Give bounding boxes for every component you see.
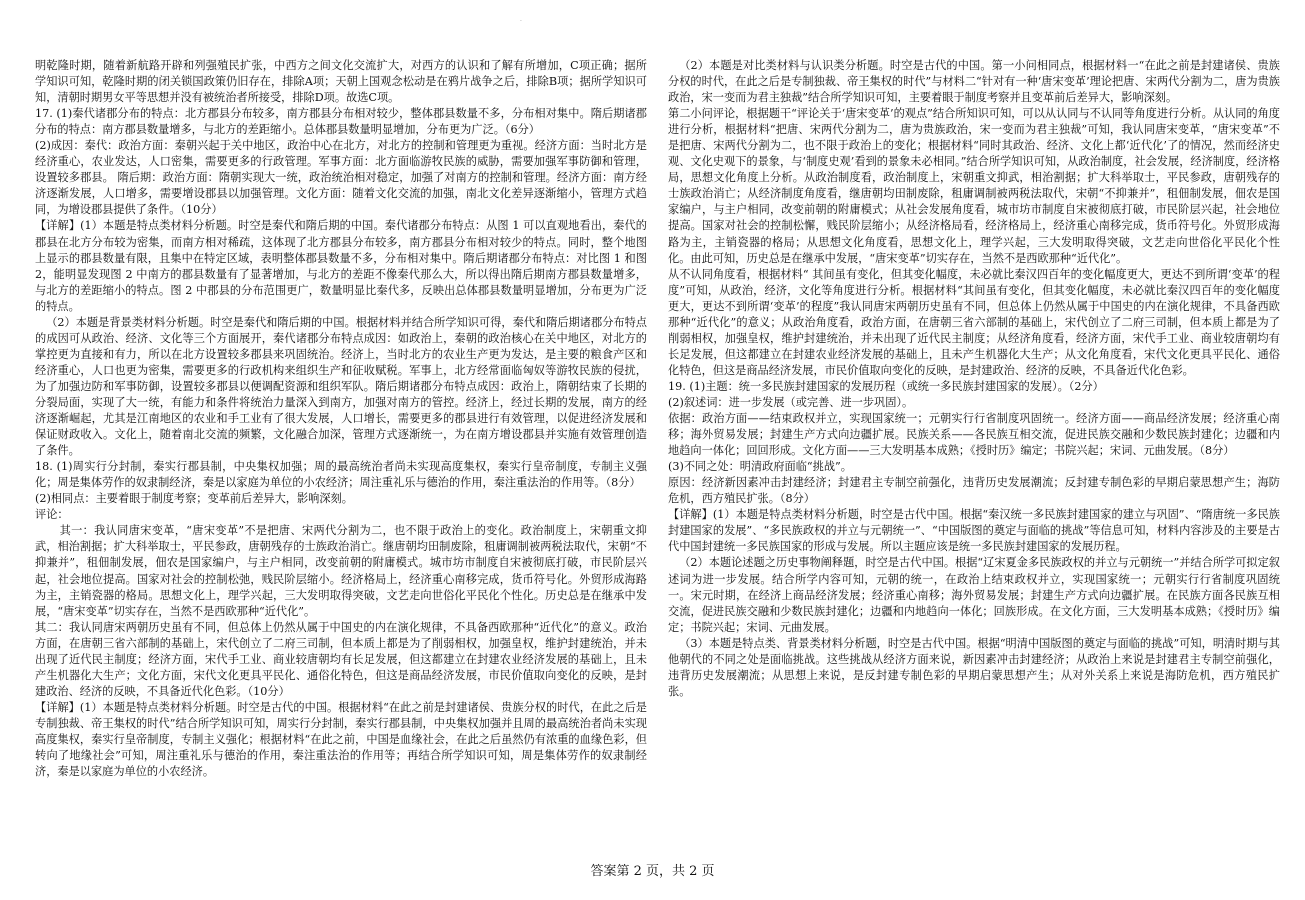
paragraph: 其一：我认同唐宋变革，“唐宋变革”不是把唐、宋两代分割为二，也不限于政治上的变化。政治制度上，宋朝重文抑武，相治割据；扩大科举取士，平民参政，唐朝残存的士族政治消亡。继唐朝均田制废除，租庸调制被两税法取代，宋朝“不抑兼并”，租佃制发展，佃农是国家编户，与主户相同，改变前朝的附庸模式。城市坊市制度自宋被彻底打破，市民阶层兴起，社会地位提高。国家对社会的控制松弛，贱民阶层缩小。经济格局上，经济重心南移完成，货币符号化。外贸形成海路为主，主销瓷器的格局。思想文化上，理学兴起，三大发明取得突破，文艺走向世俗化平民化个性化。历史总是在继承中发展，“唐宋变革”切实存在，当然不是西欧那种“近代化”。 bbox=[35, 524, 647, 618]
paragraph: 明乾隆时期，随着新航路开辟和列强殖民扩张，中西方之间文化交流扩大，对西方的认识和了解有所增加，C项正确；据所学知识可知，乾隆时期的闭关锁国政策仍旧存在，排除A项；天朝上国观念松动是在鸦片战争之后，排除B项；据所学知识可知，清朝时期男女平等思想并没有被统治者所接受，排除D项。故选C项。 bbox=[35, 59, 647, 105]
paragraph: (3)不同之处：明清政府面临“挑战”。 bbox=[668, 460, 852, 474]
paragraph: 评论： bbox=[35, 508, 69, 522]
paragraph: 其二：我认同唐宋两朝历史虽有不同，但总体上仍然从属于中国史的内在演化规律，不具备西欧那种“近代化”的意义。政治方面，在唐朝三省六部制的基础上，宋代创立了二府三司制，但本质上都是为了削弱相权，加强皇权，维护封建统治，并未出现了近代民主制度；经济方面，宋代手工业、商业较唐朝均有长足发展，但这都建立在封建农业经济发展的基础上，且未产生机器化大生产；文化方面，宋代文化更具平民化、通俗化特色，但这是商品经济发展，市民价值取向变化的反映，是封建政治、经济的反映，不具备近代化色彩。（10分） bbox=[35, 620, 647, 698]
paragraph: （2）本题是背景类材料分析题。时空是秦代和隋后期的中国。根据材料并结合所学知识可得，秦代和隋后期诸郡分布特点的成因可从政治、经济、文化等三个方面展开，秦代诸郡分布特点成因：如政治上，秦朝的政治核心在关中地区，对北方的掌控更为直接和有力，所以在北方设置较多郡县来巩固统治。经济上，当时北方的农业生产更为发达，是主要的粮食产区和经济重心，人口也更为密集，需要更多的行政机构来组织生产和征收赋税。军事上，北方经常面临匈奴等游牧民族的侵扰，为了加强边防和军事防御，设置较多郡县以便调配资源和组织军队。隋后期诸郡分布特点成因：政治上，隋朝结束了长期的分裂局面，实现了大一统，有能力和条件将统治力量深入到南方，加强对南方的管控。经济上，经过长期的发展，南方的经济逐渐崛起，尤其是江南地区的农业和手工业有了很大发展，人口增长，需要更多的郡县进行有效管理，以促进经济发展和保证财政收入。文化上，随着南北交流的频繁，文化融合加深，管理方式逐渐统一，为在南方增设郡县并实施有效管理创造了条件。 bbox=[35, 315, 647, 458]
right-column bbox=[668, 58, 1280, 700]
paragraph: 17. (1)秦代诸郡分布的特点：北方郡县分布较多，南方郡县分布相对较少，整体郡县数量不多，分布相对集中。隋后期诸郡分布的特点：南方郡县数量增多，与北方的差距缩小。总体郡县数量明显增加，分布更为广泛。（6分） bbox=[35, 107, 647, 137]
paragraph: (2)相同点：主要着眼于制度考察；变革前后差异大，影响深刻。 bbox=[35, 492, 353, 506]
paragraph: 【详解】(1）本题是特点类材料分析题。时空是秦代和隋后期的中国。秦代诸郡分布特点：从图 1 可以直观地看出，秦代的郡县在北方分布较为密集，而南方相对稀疏，这体现了北方郡县分布较多，南方郡县分布相对较少的特点。同时，整个地图上显示的郡县数量有限，且集中在特定区域，表明整体郡县数量不多，分布相对集中。隋后期诸郡分布特点：对比图 1 和图 2，能明显发现图 2 中南方的郡县数量有了显著增加，与北方的差距不像秦代那么大，所以得出隋后期南方郡县数量增多，与北方的差距缩小的特点。图 2 中郡县的分布范围更广，数量明显比秦代多，反映出总体郡县数量明显增加，分布更为广泛的特点。 bbox=[35, 219, 647, 313]
paragraph: 从不认同角度看，根据材料“ 其间虽有变化，但其变化幅度，未必就比秦汉四百年的变化幅度更大，更达不到所谓‘变革’的程度”可知，从政治，经济，文化等角度进行分析。根据材料“其间虽有变化，但其变化幅度，未必就比秦汉四百年的变化幅度更大，更达不到所谓‘变革’的程度”我认同唐宋两朝历史虽有不同，但总体上仍然从属于中国史的内在演化规律，不具备西欧那种“近代化”的意义；从政治角度看，政治方面，在唐朝三省六部制的基础上，宋代创立了二府三司制，但本质上都是为了削弱相权，加强皇权，维护封建统治，并未出现了近代民主制度；从经济角度看，经济方面，宋代手工业、商业较唐朝均有长足发展，但这都建立在封建农业经济发展的基础上，且未产生机器化大生产；从文化角度看，宋代文化更具平民化、通俗化特色，但这是商品经济发展，市民价值取向变化的反映，是封建政治、经济的反映，不具备近代化色彩。 bbox=[668, 267, 1280, 377]
paragraph: 【详解】(1）本题是特点类材料分析题。时空是古代的中国。根据材料“在此之前是封建诸侯、贵族分权的时代，在此之后是专制独裁、帝王集权的时代”结合所学知识可知，周实行分封制，秦实行郡县制，中央集权加强并且周的最高统治者尚未实现高度集权，秦实行皇帝制度，专制主义强化；根据材料“在此之前，中国是血缘社会，在此之后虽然仍有浓重的血缘色彩，但转向了地缘社会”可知，周注重礼乐与德治的作用，秦注重法治的作用等；再结合所学知识可知，周是集体劳作的奴隶制经济，秦是以家庭为单位的小农经济。 bbox=[35, 700, 647, 779]
paragraph: 第二小问评论，根据题干“评论关于‘唐宋变革’的观点”结合所知识可知，可以从认同与不认同等角度进行分析。从认同的角度进行分析，根据材料“把唐、宋两代分割为二，唐为贵族政治，宋一变而为君主独裁”可知，我认同唐宋变革，“唐宋变革”不是把唐、宋两代分割为二，也不限于政治上的变化；根据材料“同时其政治、经济、文化上都‘近代化’了的情况，然而经济史观、文化史观下的景象，与‘制度史观’看到的景象未必相同。”结合所学知识可知，从政治制度，社会发展，经济制度，经济格局，思想文化角度上分析。从政治制度看，政治制度上，宋朝重文抑武，相治割据；扩大科举取士，平民参政，唐朝残存的士族政治消亡；从经济制度角度看，继唐朝均田制废除，租庸调制被两税法取代，宋朝“不抑兼并”，租佃制发展，佃农是国家编户，与主户相同，改变前朝的附庸模式；从社会发展角度看，城市坊市制度自宋被彻底打破，市民阶层兴起，社会地位提高。国家对社会的控制松懈，贱民阶层缩小；从经济格局看，经济格局上，经济重心南移完成，货币符号化。外贸形成海路为主，主销瓷器的格局；从思想文化角度看，思想文化上，理学兴起，三大发明取得突破，文艺走向世俗化平民化个性化。由此可知，历史总是在继承中发展，“唐宋变革”切实存在，当然不是西欧那种“近代化”。 bbox=[668, 107, 1280, 265]
paragraph: （3）本题是特点类、背景类材料分析题，时空是古代中国。根据“明清中国版图的奠定与面临的挑战”可知，明清时期与其他朝代的不同之处是面临挑战。这些挑战从经济方面来说，新因素冲击封建经济；从政治上来说是封建君主专制空前强化，违背历史发展潮流；从思想上来说，是反封建专制色彩的早期启蒙思想产生；从对外关系上来说是海防危机，西方殖民扩张。 bbox=[668, 636, 1280, 698]
paragraph: 【详解】(1）本题是特点类材料分析题，时空是古代中国。根据“秦汉统一多民族封建国家的建立与巩固”、“隋唐统一多民族封建国家的发展”、“多民族政权的并立与元朝统一”、“中国版图的奠定与面临的挑战”等信息可知，材料内容涉及的主要是古代中国封建统一多民族国家的形成与发展。所以主题应该是统一多民族封建国家的发展历程。 bbox=[668, 508, 1280, 554]
paragraph: 依据：政治方面——结束政权并立，实现国家统一；元朝实行行省制度巩固统一。经济方面——商品经济发展；经济重心南移；海外贸易发展；封建生产方式向边疆扩展。民族关系——各民族互相交流，促进民族交融和少数民族封建化；边疆和内地趋向一体化；回回形成。文化方面——三大发明基本成熟；《授时历》编定；书院兴起；宋词、元曲发展。（8分） bbox=[668, 412, 1280, 458]
page-footer: 答案第 2 页，共 2 页 bbox=[590, 864, 715, 879]
page-top-mark: · bbox=[520, 18, 522, 25]
paragraph: 原因：经济新因素冲击封建经济；封建君主专制空前强化，违背历史发展潮流；反封建专制色彩的早期启蒙思想产生；海防危机，西方殖民扩张。（8分） bbox=[668, 476, 1280, 506]
paragraph: （2）本题是对比类材料与认识类分析题。时空是古代的中国。第一小问相同点，根据材料一“在此之前是封建诸侯、贵族分权的时代，在此之后是专制独裁、帝王集权的时代”与材料二“针对有一种‘唐宋变革’理论把唐、宋两代分割为二，唐为贵族政治，宋一变而为君主独裁”结合所学知识可知，主要着眼于制度考察并且变革前后差异大，影响深刻。 bbox=[668, 59, 1280, 105]
paragraph: 18. (1)周实行分封制，秦实行郡县制，中央集权加强；周的最高统治者尚未实现高度集权，秦实行皇帝制度，专制主义强化；周是集体劳作的奴隶制经济，秦是以家庭为单位的小农经济；周注重礼乐与德治的作用，秦注重法治的作用等。（8分） bbox=[35, 460, 647, 490]
paragraph: 19. (1)主题：统一多民族封建国家的发展历程（或统一多民族封建国家的发展）。（2分） bbox=[668, 379, 1104, 393]
paragraph: （2）本题论述题之历史事物阐释题，时空是古代中国。根据“辽宋夏金多民族政权的并立与元朝统一”并结合所学可拟定叙述词为进一步发展。结合所学内容可知，元朝的统一，在政治上结束政权并立，实现国家统一；元朝实行行省制度巩固统一。宋元时期，在经济上商品经济发展；经济重心南移；海外贸易发展；封建生产方式向边疆扩展。在民族方面各民族互相交流，促进民族交融和少数民族封建化；边疆和内地趋向一体化；回族形成。在文化方面，三大发明基本成熟；《授时历》编定；书院兴起；宋词、元曲发展。 bbox=[668, 556, 1280, 634]
paragraph: (2)成因：秦代：政治方面：秦朝兴起于关中地区，政治中心在北方，对北方的控制和管理更为重视。经济方面：当时北方是经济重心，农业发达，人口密集，需要更多的行政管理。军事方面：北方面临游牧民族的威胁，需要加强军事防御和管理，设置较多郡县。 隋后期：政治方面：隋朝实现大一统，政治统治相对稳定，加强了对南方的控制和管理。经济方面：南方经济逐渐发展，人口增多，需要增设郡县以加强管理。文化方面：随着文化交流的加强，南北文化差异逐渐缩小，管理方式趋同，为增设郡县提供了条件。（10分） bbox=[35, 139, 647, 217]
left-column bbox=[35, 58, 647, 780]
paragraph: (2)叙述词：进一步发展（或完善、进一步巩固）。 bbox=[668, 395, 914, 409]
